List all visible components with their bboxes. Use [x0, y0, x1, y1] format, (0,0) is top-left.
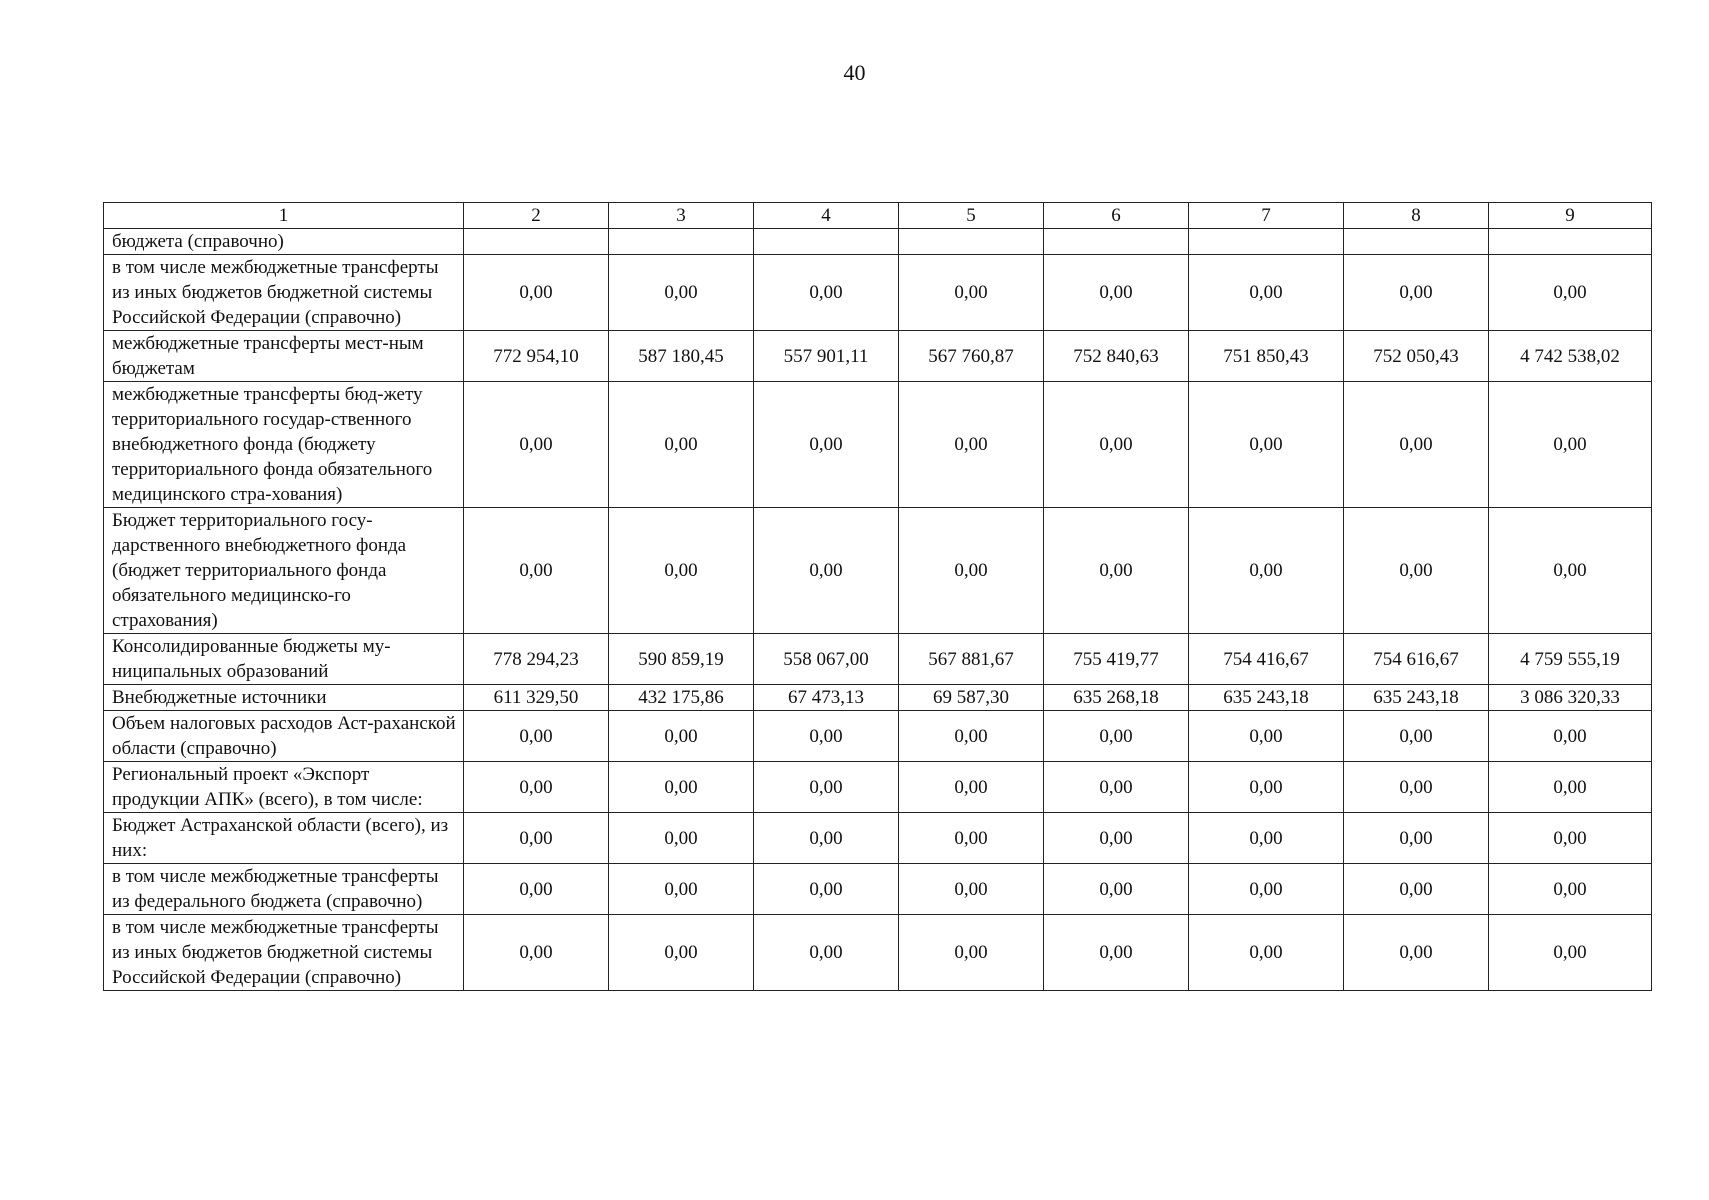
cell-value: 611 329,50 [464, 685, 609, 711]
cell-value: 567 881,67 [899, 634, 1044, 685]
cell-value: 0,00 [1344, 762, 1489, 813]
column-header: 6 [1044, 203, 1189, 229]
row-label: в том числе межбюджетные трансферты из иных бюджетов бюджетной системы Российской Федерации (справочно) [104, 255, 464, 331]
table-row [104, 915, 1652, 991]
cell-value [1489, 229, 1652, 255]
cell-value: 0,00 [754, 382, 899, 508]
cell-value: 0,00 [1044, 508, 1189, 634]
cell-value: 0,00 [609, 508, 754, 634]
cell-value: 587 180,45 [609, 331, 754, 382]
cell-value: 0,00 [1189, 864, 1344, 915]
cell-value: 0,00 [754, 915, 899, 991]
page-number: 40 [843, 60, 866, 85]
row-label: Консолидированные бюджеты му-ниципальных образований [104, 634, 464, 685]
cell-value: 0,00 [1189, 382, 1344, 508]
table-row [104, 508, 1652, 634]
cell-value: 0,00 [464, 762, 609, 813]
cell-value: 0,00 [609, 762, 754, 813]
cell-value: 0,00 [899, 813, 1044, 864]
cell-value [1344, 229, 1489, 255]
cell-value: 0,00 [1189, 762, 1344, 813]
cell-value: 0,00 [1344, 711, 1489, 762]
cell-value: 67 473,13 [754, 685, 899, 711]
table-row [104, 634, 1652, 685]
cell-value: 590 859,19 [609, 634, 754, 685]
cell-value: 0,00 [609, 711, 754, 762]
row-label: Объем налоговых расходов Аст-раханской области (справочно) [104, 711, 464, 762]
header-row [104, 203, 1652, 229]
cell-value: 0,00 [1344, 255, 1489, 331]
cell-value [899, 229, 1044, 255]
column-header: 8 [1344, 203, 1489, 229]
cell-value: 0,00 [1489, 762, 1652, 813]
cell-value: 0,00 [1489, 508, 1652, 634]
cell-value: 0,00 [1489, 864, 1652, 915]
cell-value: 0,00 [754, 255, 899, 331]
row-label: Региональный проект «Экспорт продукции АПК» (всего), в том числе: [104, 762, 464, 813]
column-header: 5 [899, 203, 1044, 229]
cell-value: 0,00 [1489, 915, 1652, 991]
cell-value: 557 901,11 [754, 331, 899, 382]
table-row [104, 331, 1652, 382]
cell-value [1044, 229, 1189, 255]
cell-value: 0,00 [1189, 915, 1344, 991]
cell-value: 4 742 538,02 [1489, 331, 1652, 382]
cell-value: 558 067,00 [754, 634, 899, 685]
cell-value: 0,00 [464, 255, 609, 331]
cell-value: 0,00 [1344, 382, 1489, 508]
column-header: 2 [464, 203, 609, 229]
table-row [104, 813, 1652, 864]
row-label: межбюджетные трансферты бюд-жету территориального государ-ственного внебюджетного фонда (бюджету территориального фонда обязательного медицинского стра-хования) [104, 382, 464, 508]
cell-value: 0,00 [464, 915, 609, 991]
cell-value: 69 587,30 [899, 685, 1044, 711]
cell-value: 0,00 [1344, 508, 1489, 634]
cell-value: 0,00 [1189, 711, 1344, 762]
cell-value: 0,00 [1044, 762, 1189, 813]
column-header: 9 [1489, 203, 1652, 229]
cell-value: 0,00 [1489, 711, 1652, 762]
cell-value: 0,00 [1044, 915, 1189, 991]
cell-value: 0,00 [1044, 711, 1189, 762]
cell-value: 0,00 [1189, 255, 1344, 331]
cell-value: 0,00 [1044, 255, 1189, 331]
cell-value: 0,00 [1489, 255, 1652, 331]
column-header: 7 [1189, 203, 1344, 229]
row-label: Бюджет Астраханской области (всего), из них: [104, 813, 464, 864]
cell-value: 0,00 [464, 508, 609, 634]
cell-value [609, 229, 754, 255]
cell-value: 0,00 [1489, 382, 1652, 508]
cell-value: 635 268,18 [1044, 685, 1189, 711]
cell-value: 0,00 [609, 813, 754, 864]
cell-value: 0,00 [1489, 813, 1652, 864]
cell-value: 0,00 [464, 382, 609, 508]
cell-value: 778 294,23 [464, 634, 609, 685]
cell-value: 754 416,67 [1189, 634, 1344, 685]
cell-value: 0,00 [1344, 813, 1489, 864]
cell-value: 0,00 [1044, 382, 1189, 508]
row-label: Бюджет территориального госу-дарственного внебюджетного фонда (бюджет территориального фонда обязательного медицинско-го страхования) [104, 508, 464, 634]
column-header: 1 [104, 203, 464, 229]
table-row [104, 382, 1652, 508]
row-label: в том числе межбюджетные трансферты из федерального бюджета (справочно) [104, 864, 464, 915]
cell-value: 635 243,18 [1189, 685, 1344, 711]
cell-value: 0,00 [754, 508, 899, 634]
cell-value: 0,00 [1344, 864, 1489, 915]
table-row [104, 711, 1652, 762]
cell-value: 0,00 [899, 508, 1044, 634]
cell-value: 0,00 [609, 382, 754, 508]
cell-value [1189, 229, 1344, 255]
cell-value: 635 243,18 [1344, 685, 1489, 711]
cell-value: 0,00 [464, 864, 609, 915]
cell-value: 0,00 [754, 813, 899, 864]
cell-value: 772 954,10 [464, 331, 609, 382]
cell-value: 567 760,87 [899, 331, 1044, 382]
cell-value: 0,00 [1189, 508, 1344, 634]
cell-value: 0,00 [1044, 813, 1189, 864]
cell-value: 0,00 [1189, 813, 1344, 864]
cell-value: 751 850,43 [1189, 331, 1344, 382]
table-row [104, 685, 1652, 711]
cell-value: 432 175,86 [609, 685, 754, 711]
cell-value: 754 616,67 [1344, 634, 1489, 685]
table-row [104, 229, 1652, 255]
column-header: 4 [754, 203, 899, 229]
row-label: межбюджетные трансферты мест-ным бюджетам [104, 331, 464, 382]
row-label: бюджета (справочно) [104, 229, 464, 255]
cell-value: 0,00 [899, 762, 1044, 813]
cell-value: 0,00 [899, 864, 1044, 915]
cell-value [754, 229, 899, 255]
cell-value: 0,00 [1044, 864, 1189, 915]
cell-value: 0,00 [609, 915, 754, 991]
cell-value: 3 086 320,33 [1489, 685, 1652, 711]
cell-value [464, 229, 609, 255]
cell-value: 0,00 [464, 813, 609, 864]
cell-value: 0,00 [464, 711, 609, 762]
cell-value: 0,00 [754, 762, 899, 813]
cell-value: 0,00 [1344, 915, 1489, 991]
cell-value: 0,00 [609, 255, 754, 331]
table-row [104, 864, 1652, 915]
cell-value: 0,00 [754, 711, 899, 762]
table-row [104, 762, 1652, 813]
cell-value: 0,00 [609, 864, 754, 915]
cell-value: 752 050,43 [1344, 331, 1489, 382]
row-label: Внебюджетные источники [104, 685, 464, 711]
cell-value: 755 419,77 [1044, 634, 1189, 685]
column-header: 3 [609, 203, 754, 229]
cell-value: 752 840,63 [1044, 331, 1189, 382]
row-label: в том числе межбюджетные трансферты из иных бюджетов бюджетной системы Российской Федерации (справочно) [104, 915, 464, 991]
cell-value: 0,00 [899, 255, 1044, 331]
cell-value: 0,00 [899, 711, 1044, 762]
cell-value: 0,00 [899, 382, 1044, 508]
budget-table [103, 202, 1652, 991]
table-row [104, 255, 1652, 331]
cell-value: 4 759 555,19 [1489, 634, 1652, 685]
cell-value: 0,00 [754, 864, 899, 915]
cell-value: 0,00 [899, 915, 1044, 991]
